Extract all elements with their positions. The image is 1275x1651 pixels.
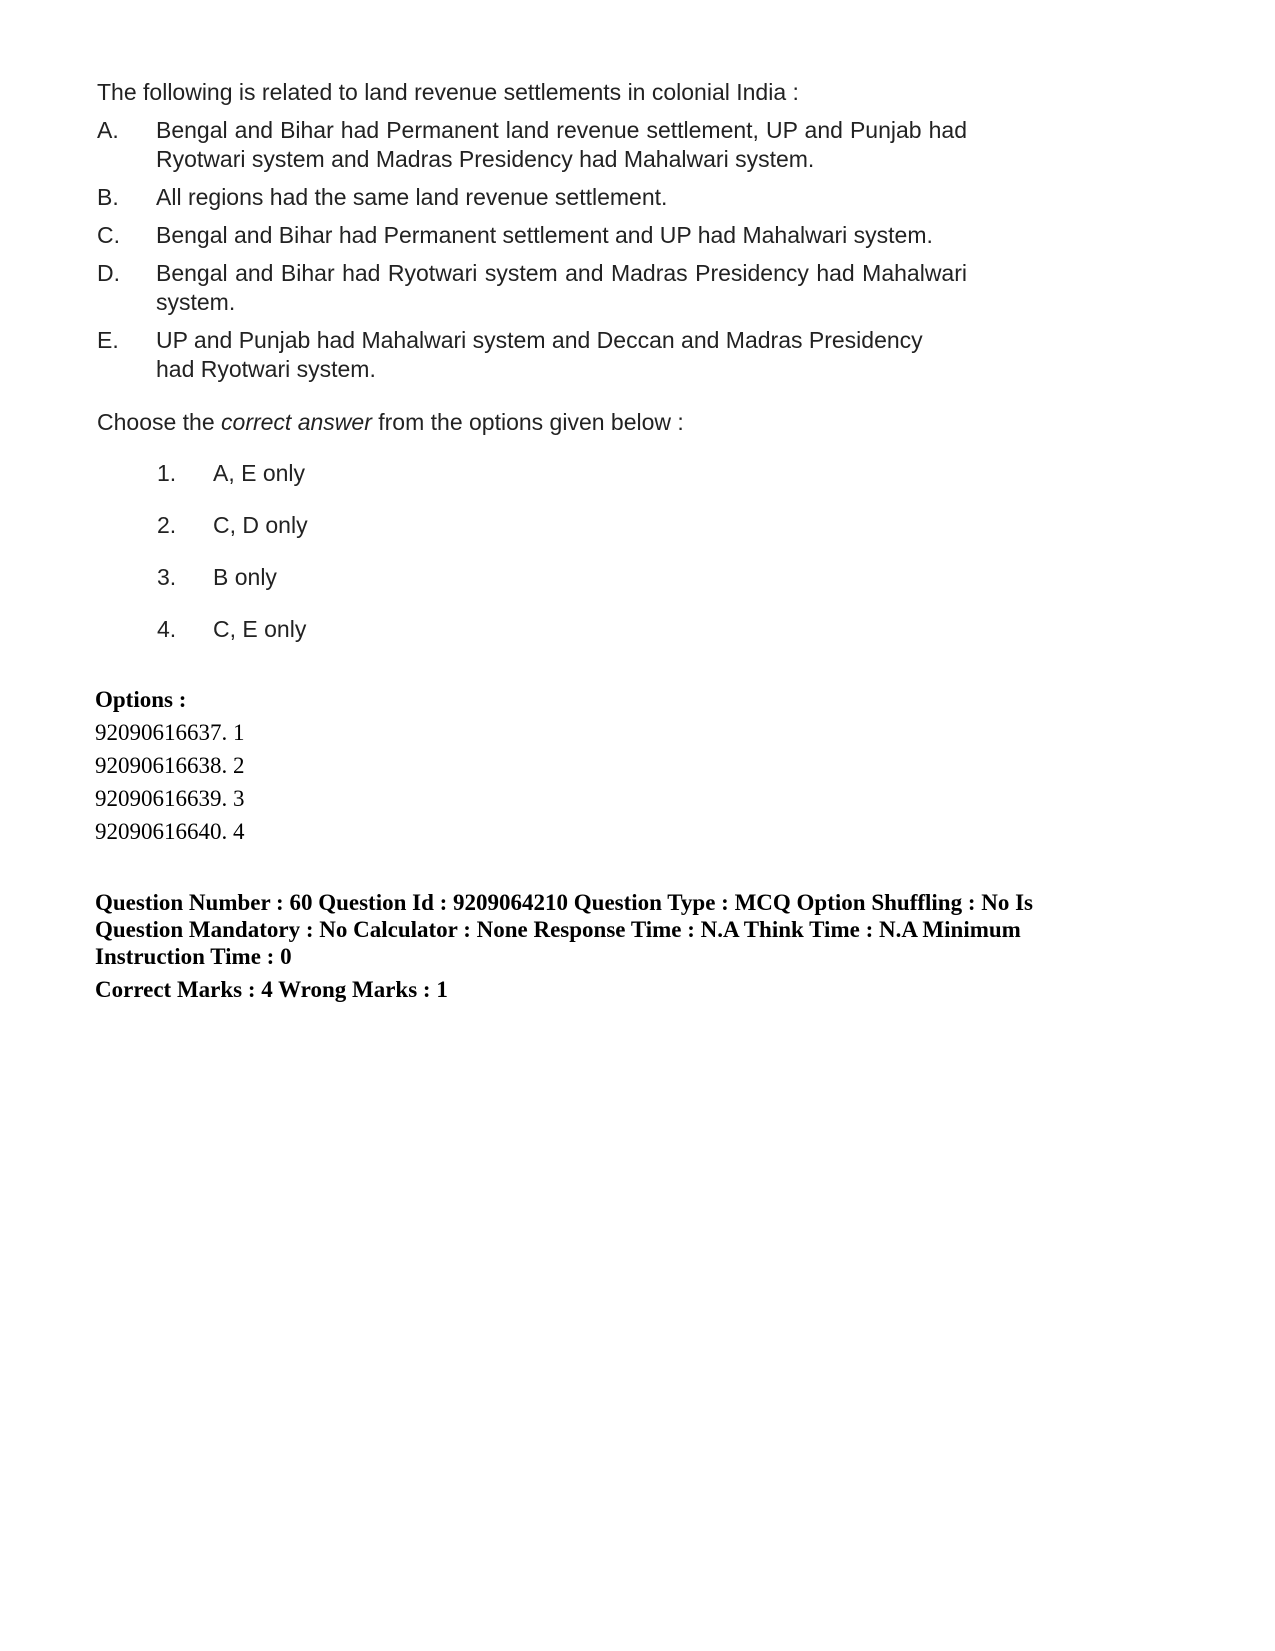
statement-text: UP and Punjab had Mahalwari system and Deccan and Madras Presidency had Ryotwari system. <box>156 327 923 382</box>
statement-letter: C. <box>97 222 120 248</box>
answer-text: A, E only <box>213 460 306 486</box>
statement-letter: D. <box>97 260 120 286</box>
choose-suffix: from the options given below : <box>371 409 684 435</box>
statement-b <box>97 183 967 212</box>
choose-emphasis: correct answer <box>221 409 372 435</box>
statement-text: Bengal and Bihar had Permanent settlement and UP had Mahalwari system. <box>156 222 933 248</box>
meta-line-1: Question Number : 60 Question Id : 9209064210 Question Type : MCQ Option Shuffling : No Is <box>95 890 1034 915</box>
statement-letter: E. <box>97 327 119 353</box>
statement-text: Bengal and Bihar had Permanent land revenue settlement, UP and Punjab had Ryotwari system and Madras Presidency had Mahalwari system. <box>156 117 967 172</box>
option-row-2: 92090616638. 2 <box>95 753 245 778</box>
statement-letter: B. <box>97 184 119 210</box>
choose-prefix: Choose the <box>97 409 222 435</box>
marks-line: Correct Marks : 4 Wrong Marks : 1 <box>95 977 448 1002</box>
answer-text: C, D only <box>213 512 308 538</box>
answer-choice-4 <box>157 613 967 665</box>
answer-number: 3. <box>157 564 177 590</box>
answer-choice-1 <box>157 457 967 509</box>
statement-a <box>97 116 967 174</box>
meta-line-2: Question Mandatory : No Calculator : None Response Time : N.A Think Time : N.A Minimum <box>95 917 1021 942</box>
answer-number: 4. <box>157 616 177 642</box>
option-row-4: 92090616640. 4 <box>95 819 245 844</box>
answer-list <box>97 457 967 665</box>
options-title: Options : <box>95 687 187 712</box>
options-block <box>95 683 245 848</box>
answer-choice-3 <box>157 561 967 613</box>
question-intro: The following is related to land revenue settlements in colonial India : <box>97 79 799 105</box>
statement-d <box>97 259 967 317</box>
statement-e <box>97 326 967 384</box>
question-meta <box>95 889 1095 1003</box>
answer-number: 1. <box>157 460 177 486</box>
statement-text: All regions had the same land revenue settlement. <box>156 184 668 210</box>
choose-instruction <box>97 406 967 439</box>
statement-text: Bengal and Bihar had Ryotwari system and Madras Presidency had Mahalwari system. <box>156 260 967 315</box>
statement-letter: A. <box>97 117 119 143</box>
answer-number: 2. <box>157 512 177 538</box>
option-row-1: 92090616637. 1 <box>95 720 245 745</box>
option-row-3: 92090616639. 3 <box>95 786 245 811</box>
question-block <box>97 76 967 665</box>
meta-line-3: Instruction Time : 0 <box>95 944 292 969</box>
answer-text: C, E only <box>213 616 307 642</box>
answer-text: B only <box>213 564 277 590</box>
statement-c <box>97 221 967 250</box>
answer-choice-2 <box>157 509 967 561</box>
